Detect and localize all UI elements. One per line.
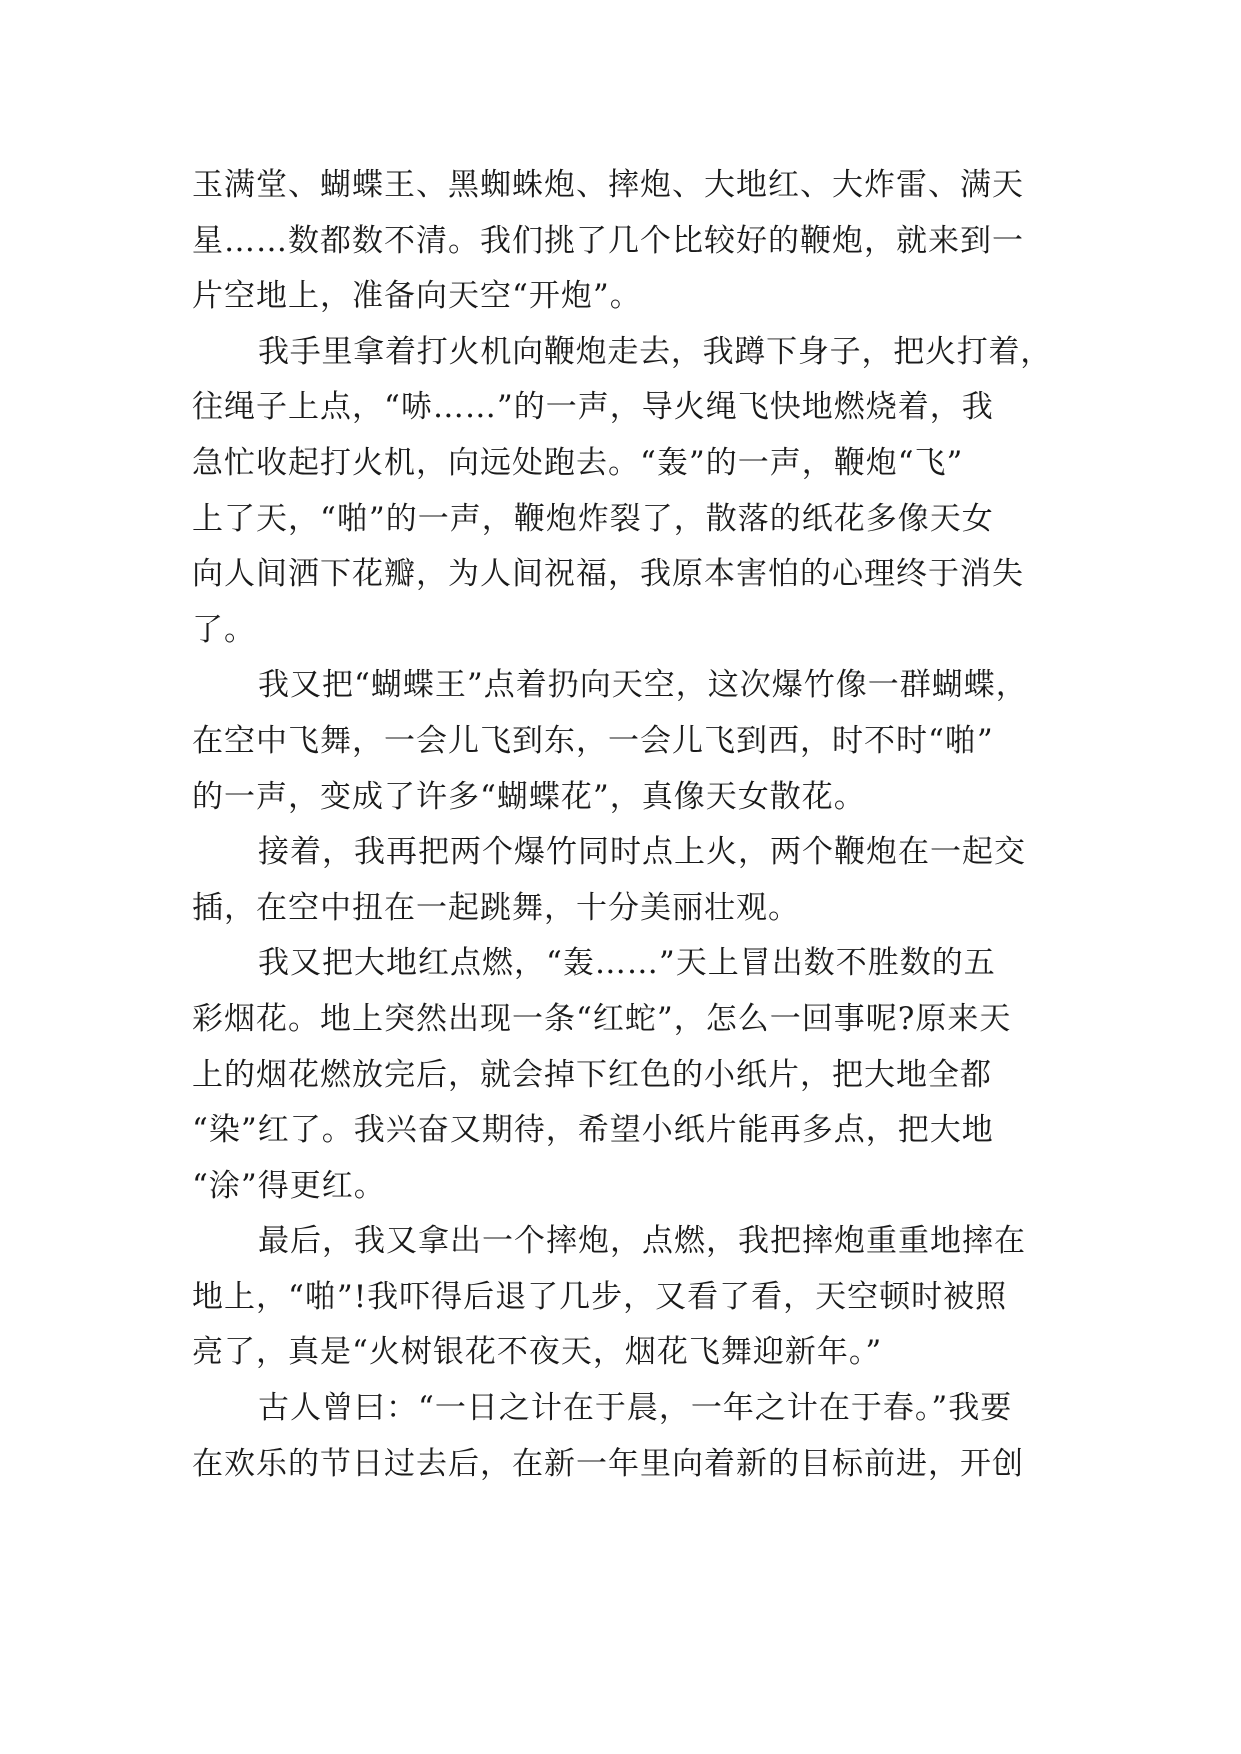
text-line: “涂”得更红。 [192,1167,386,1204]
text-line: 向人间洒下花瓣，为人间祝福，我原本害怕的心理终于消失 [192,556,1024,593]
text-line: 彩烟花。地上突然出现一条“红蛇”，怎么一回事呢?原来天 [192,1000,1012,1037]
text-line: 急忙收起打火机，向远处跑去。“轰”的一声，鞭炮“飞” [192,444,964,481]
text-line: 我又把大地红点燃，“轰……”天上冒出数不胜数的五 [258,945,996,982]
text-line: 上了天，“啪”的一声，鞭炮炸裂了，散落的纸花多像天女 [192,500,994,537]
text-line: 古人曾曰：“一日之计在于晨，一年之计在于春。”我要 [258,1390,1013,1427]
text-line: 玉满堂、蝴蝶王、黑蜘蛛炮、摔炮、大地红、大炸雷、满天 [192,167,1024,203]
text-line: 插，在空中扭在一起跳舞，十分美丽壮观。 [192,889,800,926]
text-line: 片空地上，准备向天空“开炮”。 [192,278,642,315]
text-line: 了。 [192,611,256,648]
text-line: 我手里拿着打火机向鞭炮走去，我蹲下身子，把火打着， [258,333,1052,370]
text-line: 我又把“蝴蝶王”点着扔向天空，这次爆竹像一群蝴蝶， [258,667,1028,704]
text-line: 星……数都数不清。我们挑了几个比较好的鞭炮，就来到一 [192,222,1024,259]
text-line: 亮了，真是“火树银花不夜天，烟花飞舞迎新年。” [192,1334,883,1371]
text-line: 在空中飞舞，一会儿飞到东，一会儿飞到西，时不时“啪” [192,722,994,759]
text-line: 上的烟花燃放完后，就会掉下红色的小纸片，把大地全都 [192,1056,992,1093]
essay-body [192,158,1052,1492]
text-line: 往绳子上点，“哧……”的一声，导火绳飞快地燃烧着，我 [192,389,994,426]
text-line: “染”红了。我兴奋又期待，希望小纸片能再多点，把大地 [192,1112,994,1149]
text-line: 最后，我又拿出一个摔炮，点燃，我把摔炮重重地摔在 [258,1223,1026,1260]
text-line: 在欢乐的节日过去后，在新一年里向着新的目标前进，开创 [192,1445,1024,1482]
text-line: 的一声，变成了许多“蝴蝶花”，真像天女散花。 [192,778,866,815]
text-line: 地上，“啪”!我吓得后退了几步，又看了看，天空顿时被照 [192,1278,1008,1315]
text-line: 接着，我再把两个爆竹同时点上火，两个鞭炮在一起交 [258,834,1026,871]
